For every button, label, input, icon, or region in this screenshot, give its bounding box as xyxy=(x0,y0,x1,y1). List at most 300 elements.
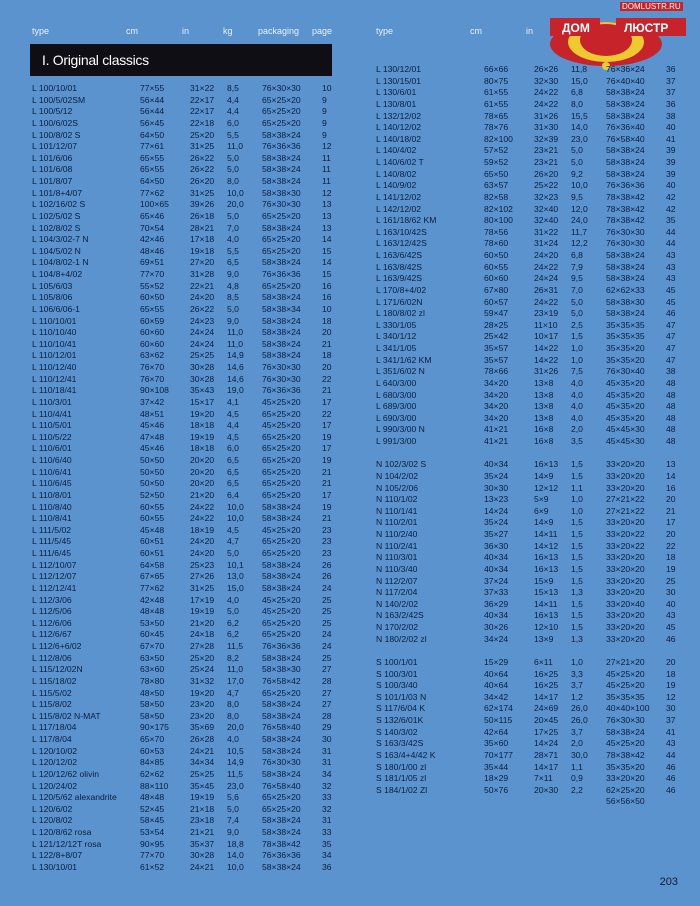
cell-type: N 180/2/02 zl xyxy=(376,633,427,644)
cell-page: 13 xyxy=(322,199,332,210)
cell-in: 31×22 xyxy=(190,83,215,93)
cell-cm: 76×70 xyxy=(140,373,165,384)
table-row xyxy=(376,727,686,739)
table-row xyxy=(376,262,686,274)
cell-cm: 64×50 xyxy=(140,176,165,186)
cell-page: 11 xyxy=(322,164,331,175)
cell-cm: 67×80 xyxy=(484,284,509,295)
table-row xyxy=(376,76,686,88)
cell-kg: 1,0 xyxy=(571,505,583,516)
cell-packaging: 76×30×30 xyxy=(606,715,645,725)
table-row xyxy=(32,827,342,839)
cell-type: L 112/6/67 xyxy=(32,629,72,640)
cell-cm: 65×55 xyxy=(140,152,165,163)
cell-cm: 40×34 xyxy=(484,610,509,621)
cell-cm: 80×100 xyxy=(484,215,513,226)
cell-in: 17×18 xyxy=(190,234,215,245)
cell-type: L 170/8+4/02 xyxy=(376,284,427,295)
cell-packaging: 58×38×24 xyxy=(606,145,645,156)
cell-packaging: 58×38×24 xyxy=(606,726,645,737)
cell-type: L 112/3/06 xyxy=(32,594,72,605)
cell-cm: 42×48 xyxy=(140,594,165,605)
cell-packaging: 58×38×24 xyxy=(262,815,301,826)
cell-kg: 9,0 xyxy=(227,269,239,279)
cell-cm: 18×29 xyxy=(484,773,509,784)
cell-in: 13×8 xyxy=(534,377,554,388)
table-row xyxy=(32,164,342,176)
table-row xyxy=(32,502,342,514)
cell-cm: 78×60 xyxy=(484,238,509,249)
cell-kg: 6,8 xyxy=(571,87,583,98)
table-row xyxy=(32,490,342,502)
table-row xyxy=(32,839,342,851)
cell-in: 32×40 xyxy=(534,215,559,226)
cell-type: L 105/6/03 xyxy=(32,280,73,291)
cell-packaging: 58×38×24 xyxy=(606,273,645,284)
cell-type: N 110/3/40 xyxy=(376,563,418,574)
cell-type: L 340/1/12 xyxy=(376,331,417,342)
cell-kg: 6,5 xyxy=(227,257,239,268)
cell-page: 17 xyxy=(322,489,332,500)
cell-cm: 35×24 xyxy=(484,470,509,481)
cell-kg: 6,5 xyxy=(227,478,239,489)
cell-in: 14×11 xyxy=(534,529,558,539)
cell-packaging: 76×36×36 xyxy=(262,850,301,861)
cell-in: 31×26 xyxy=(534,110,559,121)
cell-packaging: 65×25×20 xyxy=(262,478,301,489)
table-row xyxy=(32,792,342,804)
table-row xyxy=(376,506,686,518)
cell-page: 19 xyxy=(666,563,676,574)
table-row xyxy=(376,436,686,448)
cell-type: L 140/12/02 xyxy=(376,122,422,133)
cell-cm: 52×45 xyxy=(140,803,165,814)
cell-packaging: 78×38×42 xyxy=(606,215,645,226)
table-row xyxy=(376,401,686,413)
cell-in: 16×25 xyxy=(534,680,559,691)
cell-page: 21 xyxy=(322,478,332,489)
cell-page: 14 xyxy=(666,470,676,481)
cell-page: 41 xyxy=(666,133,676,144)
cell-in: 18×19 xyxy=(190,524,215,535)
cell-cm: 67×70 xyxy=(140,641,165,651)
cell-cm: 36×29 xyxy=(484,598,509,609)
cell-cm: 65×55 xyxy=(140,164,165,175)
cell-kg: 1,5 xyxy=(571,622,583,632)
cell-cm: 70×54 xyxy=(140,222,165,233)
cell-type: L 100/10/01 xyxy=(32,83,78,93)
table-row xyxy=(32,606,342,618)
cell-cm: 82×58 xyxy=(484,191,509,202)
cell-kg: 15,0 xyxy=(227,582,244,593)
table-row xyxy=(376,692,686,704)
cell-packaging: 33×20×20 xyxy=(606,773,645,784)
cell-cm: 84×85 xyxy=(140,757,165,768)
cell-packaging: 45×25×20 xyxy=(262,524,301,535)
cell-page: 43 xyxy=(666,738,676,749)
cell-page: 40 xyxy=(666,122,676,133)
cell-type: L 104/5/02 N xyxy=(32,245,81,256)
cell-packaging: 78×38×42 xyxy=(606,203,645,214)
cell-cm: 37×33 xyxy=(484,587,509,598)
cell-packaging: 65×25×20 xyxy=(262,489,301,500)
cell-type: L 130/10/01 xyxy=(32,861,78,872)
cell-type: L 990/3/00 N xyxy=(376,424,425,435)
cell-packaging: 58×38×24 xyxy=(606,87,645,98)
table-row xyxy=(376,180,686,192)
cell-cm: 53×50 xyxy=(140,617,165,628)
cell-page: 9 xyxy=(322,94,327,105)
cell-cm: 77×70 xyxy=(140,269,165,279)
cell-packaging: 62×25×20 xyxy=(606,784,645,795)
cell-page: 11 xyxy=(322,176,331,186)
cell-cm: 61×55 xyxy=(484,87,509,98)
table-row xyxy=(32,153,342,165)
cell-page: 25 xyxy=(666,575,676,586)
cell-page: 43 xyxy=(666,273,676,284)
cell-packaging: 65×25×20 xyxy=(262,117,301,128)
cell-cm: 41×21 xyxy=(484,424,509,435)
cell-page: 20 xyxy=(666,494,676,505)
cell-kg: 2,0 xyxy=(571,424,583,435)
cell-packaging: 65×25×20 xyxy=(262,629,301,640)
table-row xyxy=(32,769,342,781)
cell-type: L 112/8/06 xyxy=(32,652,72,663)
cell-kg: 10,0 xyxy=(227,187,244,198)
cell-kg: 24,0 xyxy=(571,215,588,226)
cell-kg: 4,0 xyxy=(571,389,583,400)
table-row xyxy=(32,350,342,362)
cell-cm: 47×48 xyxy=(140,431,165,442)
cell-kg: 5,5 xyxy=(227,245,239,256)
cell-cm: 61×55 xyxy=(484,98,509,109)
cell-type: L 341/1/62 KM xyxy=(376,354,432,365)
cell-page: 25 xyxy=(322,606,332,617)
cell-cm: 76×70 xyxy=(140,362,165,372)
header-kg-left: kg xyxy=(223,26,233,36)
cell-page: 48 xyxy=(666,412,676,423)
cell-in: 22×17 xyxy=(190,106,215,117)
cell-type: L 101/6/06 xyxy=(32,152,73,163)
cell-kg: 6,0 xyxy=(227,117,239,128)
header-page-left: page xyxy=(312,26,333,36)
cell-packaging: 76×58×40 xyxy=(262,722,301,733)
cell-kg: 8,5 xyxy=(227,292,239,303)
cell-packaging: 65×25×20 xyxy=(262,408,301,419)
cell-page: 46 xyxy=(666,761,676,772)
table-row xyxy=(376,366,686,378)
cell-in: 24×22 xyxy=(534,98,559,109)
cell-page: 48 xyxy=(666,436,676,446)
cell-kg: 11,7 xyxy=(571,226,588,237)
cell-in: 32×40 xyxy=(534,203,559,214)
cell-packaging: 58×38×24 xyxy=(262,571,301,582)
cell-packaging: 58×38×24 xyxy=(262,257,301,268)
cell-in: 20×20 xyxy=(190,455,215,465)
cell-packaging: 76×36×36 xyxy=(262,269,301,279)
cell-page: 40 xyxy=(666,180,676,191)
cell-packaging: 58×38×24 xyxy=(262,582,301,593)
cell-type: N 170/2/02 xyxy=(376,622,419,632)
cell-packaging: 58×38×24 xyxy=(262,327,301,338)
cell-page: 20 xyxy=(666,529,676,539)
cell-cm: 35×24 xyxy=(484,517,509,528)
product-table-left xyxy=(32,83,342,874)
cell-kg: 14,9 xyxy=(227,350,244,361)
cell-kg: 6,2 xyxy=(227,629,239,640)
cell-type: N 140/2/02 xyxy=(376,598,419,609)
table-row xyxy=(376,517,686,529)
table-row xyxy=(376,378,686,390)
cell-cm: 63×60 xyxy=(140,664,165,675)
table-row xyxy=(376,541,686,553)
cell-kg: 6,8 xyxy=(571,250,583,260)
cell-kg: 23,0 xyxy=(227,780,244,791)
table-row xyxy=(376,738,686,750)
cell-cm: 78×76 xyxy=(484,122,509,133)
cell-packaging: 78×38×42 xyxy=(262,838,301,849)
cell-kg: 1,5 xyxy=(571,563,583,574)
table-row xyxy=(32,478,342,490)
table-row xyxy=(32,199,342,211)
cell-kg: 1,5 xyxy=(571,517,583,528)
cell-page: 45 xyxy=(666,296,676,307)
cell-cm: 59×52 xyxy=(484,157,509,167)
cell-kg: 5,0 xyxy=(227,606,239,617)
cell-page: 48 xyxy=(666,377,676,388)
table-row xyxy=(32,432,342,444)
cell-cm: 59×47 xyxy=(484,308,509,319)
cell-cm: 58×50 xyxy=(140,699,165,710)
cell-packaging: 65×25×20 xyxy=(262,234,301,245)
cell-packaging: 58×38×24 xyxy=(262,292,301,303)
cell-cm: 80×75 xyxy=(484,75,509,86)
cell-in: 23×19 xyxy=(534,308,559,319)
cell-packaging: 65×25×20 xyxy=(262,687,301,698)
cell-type: L 100/6/02S xyxy=(32,117,79,128)
cell-type: N 110/2/40 xyxy=(376,529,418,539)
cell-page: 26 xyxy=(322,559,332,570)
cell-page: 48 xyxy=(666,401,676,412)
cell-type: L 640/3/00 xyxy=(376,377,417,388)
cell-cm: 57×52 xyxy=(484,145,509,156)
table-row xyxy=(376,564,686,576)
cell-packaging: 65×25×20 xyxy=(262,466,301,477)
cell-page: 35 xyxy=(322,838,332,849)
table-row xyxy=(32,583,342,595)
cell-in: 19×19 xyxy=(190,606,215,617)
cell-in: 20×45 xyxy=(534,715,559,725)
cell-kg: 15,0 xyxy=(571,75,588,86)
cell-type: L 115/8/02 N-MAT xyxy=(32,710,101,721)
cell-kg: 5,0 xyxy=(227,164,239,175)
cell-packaging: 33×20×20 xyxy=(606,633,645,644)
cell-cm: 52×50 xyxy=(140,489,165,500)
cell-in: 31×32 xyxy=(190,675,215,686)
table-row xyxy=(32,141,342,153)
table-row xyxy=(32,711,342,723)
table-row xyxy=(376,343,686,355)
cell-page: 9 xyxy=(322,129,327,140)
table-row xyxy=(376,250,686,262)
table-row xyxy=(376,750,686,762)
cell-packaging: 33×20×20 xyxy=(606,622,645,632)
cell-in: 13×8 xyxy=(534,412,554,423)
cell-type: L 110/8/41 xyxy=(32,513,72,524)
cell-cm: 40×64 xyxy=(484,668,509,679)
cell-cm: 60×50 xyxy=(140,292,165,303)
cell-kg: 4,0 xyxy=(227,734,239,744)
cell-in: 21×20 xyxy=(190,489,215,500)
cell-type: L 130/15/01 xyxy=(376,75,422,86)
cell-kg: 1,0 xyxy=(571,494,583,505)
cell-page: 32 xyxy=(322,803,332,814)
cell-kg: 11,0 xyxy=(227,327,244,338)
cell-packaging: 76×30×30 xyxy=(262,373,301,384)
cell-page: 25 xyxy=(322,594,332,605)
cell-cm: 45×48 xyxy=(140,524,165,535)
table-row xyxy=(32,722,342,734)
cell-in: 27×26 xyxy=(190,571,215,582)
cell-type: N 110/1/41 xyxy=(376,505,418,516)
table-row xyxy=(32,641,342,653)
cell-type: N 105/2/06 xyxy=(376,482,419,493)
table-row xyxy=(32,362,342,374)
cell-packaging: 58×38×24 xyxy=(262,652,301,663)
cell-type: L 120/8/02 xyxy=(32,815,73,826)
cell-in: 24×18 xyxy=(190,629,215,640)
cell-packaging: 65×25×20 xyxy=(262,617,301,628)
cell-cm: 45×46 xyxy=(140,420,165,431)
cell-packaging: 45×25×20 xyxy=(262,420,301,431)
cell-page: 15 xyxy=(322,245,332,256)
table-row xyxy=(376,297,686,309)
cell-page: 46 xyxy=(666,784,676,795)
cell-in: 24×24 xyxy=(534,273,559,284)
table-row xyxy=(32,223,342,235)
cell-cm: 25×42 xyxy=(484,331,509,342)
cell-cm: 67×65 xyxy=(140,571,165,582)
cell-packaging: 45×35×20 xyxy=(606,389,645,400)
cell-kg: 4,0 xyxy=(571,412,583,423)
svg-text:ДОМ: ДОМ xyxy=(562,21,590,35)
cell-page: 21 xyxy=(322,385,332,396)
cell-type: L 122/8+8/07 xyxy=(32,850,83,861)
cell-type: L 110/12/40 xyxy=(32,362,77,372)
cell-page: 48 xyxy=(666,389,676,400)
cell-type: L 163/12/42S xyxy=(376,238,427,249)
cell-type: L 180/8/02 zl xyxy=(376,308,425,319)
cell-kg: 13,0 xyxy=(227,571,244,582)
cell-in: 32×39 xyxy=(534,133,559,144)
cell-page: 30 xyxy=(666,703,676,714)
cell-type: L 111/5/45 xyxy=(32,536,72,547)
table-row xyxy=(32,688,342,700)
cell-page: 37 xyxy=(666,75,676,86)
cell-in: 20×30 xyxy=(534,784,559,795)
table-row xyxy=(32,409,342,421)
cell-packaging: 65×25×20 xyxy=(262,280,301,291)
cell-in: 16×13 xyxy=(534,552,559,563)
cell-kg: 1,5 xyxy=(571,552,583,563)
table-row xyxy=(32,560,342,572)
cell-cm: 60×60 xyxy=(140,338,165,349)
cell-type: N 104/2/02 xyxy=(376,470,419,481)
cell-page: 37 xyxy=(666,715,676,725)
cell-page: 20 xyxy=(666,656,676,667)
cell-in: 24×21 xyxy=(190,745,215,756)
table-row xyxy=(376,355,686,367)
cell-in: 31×28 xyxy=(190,269,215,279)
cell-in: 26×31 xyxy=(534,284,559,295)
table-row xyxy=(32,339,342,351)
cell-cm: 34×20 xyxy=(484,401,509,412)
cell-kg: 8,5 xyxy=(227,83,239,93)
cell-kg: 4,7 xyxy=(227,536,239,547)
cell-type: L 110/8/40 xyxy=(32,501,72,512)
cell-packaging: 76×30×40 xyxy=(606,366,645,377)
cell-in: 14×22 xyxy=(534,354,559,365)
cell-kg: 11,5 xyxy=(227,641,244,651)
table-row xyxy=(376,552,686,564)
cell-in: 16×8 xyxy=(534,424,554,435)
cell-kg: 10,0 xyxy=(571,180,588,191)
cell-in: 27×28 xyxy=(190,641,215,651)
cell-page: 19 xyxy=(322,431,332,442)
cell-in: 31×25 xyxy=(190,141,215,152)
cell-page: 22 xyxy=(322,408,332,419)
cell-in: 17×19 xyxy=(190,594,215,605)
cell-type: L 102/16/02 S xyxy=(32,199,86,210)
cell-in: 15×9 xyxy=(534,575,554,586)
cell-packaging: 76×30×30 xyxy=(262,757,301,768)
cell-page: 14 xyxy=(322,234,332,245)
cell-page: 13 xyxy=(666,459,676,470)
cell-page: 9 xyxy=(322,117,327,128)
cell-page: 13 xyxy=(322,222,332,233)
cell-in: 23×20 xyxy=(190,710,215,721)
cell-kg: 5,0 xyxy=(227,152,239,163)
cell-in: 24×21 xyxy=(190,861,215,872)
table-row xyxy=(376,145,686,157)
cell-kg: 3,3 xyxy=(571,668,583,679)
cell-kg: 1,0 xyxy=(571,343,583,353)
cell-cm: 60×60 xyxy=(484,273,509,284)
cell-packaging: 33×20×22 xyxy=(606,540,645,551)
cell-page: 47 xyxy=(666,319,676,330)
cell-page: 16 xyxy=(666,482,676,493)
cell-in: 19×19 xyxy=(190,431,215,442)
cell-cm: 28×25 xyxy=(484,319,509,330)
cell-packaging: 76×30×30 xyxy=(606,238,645,249)
cell-kg: 4,0 xyxy=(571,377,583,388)
cell-in: 14×22 xyxy=(534,343,559,353)
cell-kg: 9,5 xyxy=(571,273,583,284)
cell-cm: 50×50 xyxy=(140,478,165,489)
cell-packaging: 45×45×30 xyxy=(606,436,645,446)
cell-kg: 4,1 xyxy=(227,396,239,407)
cell-type: L 141/12/02 xyxy=(376,191,422,202)
cell-cm: 48×48 xyxy=(140,792,165,803)
cell-page: 12 xyxy=(322,141,332,152)
header-cm-left: cm xyxy=(126,26,138,36)
cell-type: L 104/3/02-7 N xyxy=(32,234,89,245)
cell-packaging: 58×38×24 xyxy=(262,164,301,175)
table-row xyxy=(376,599,686,611)
cell-packaging: 33×20×20 xyxy=(606,552,645,563)
cell-kg: 5,0 xyxy=(227,210,239,221)
header-type-left: type xyxy=(32,26,50,36)
